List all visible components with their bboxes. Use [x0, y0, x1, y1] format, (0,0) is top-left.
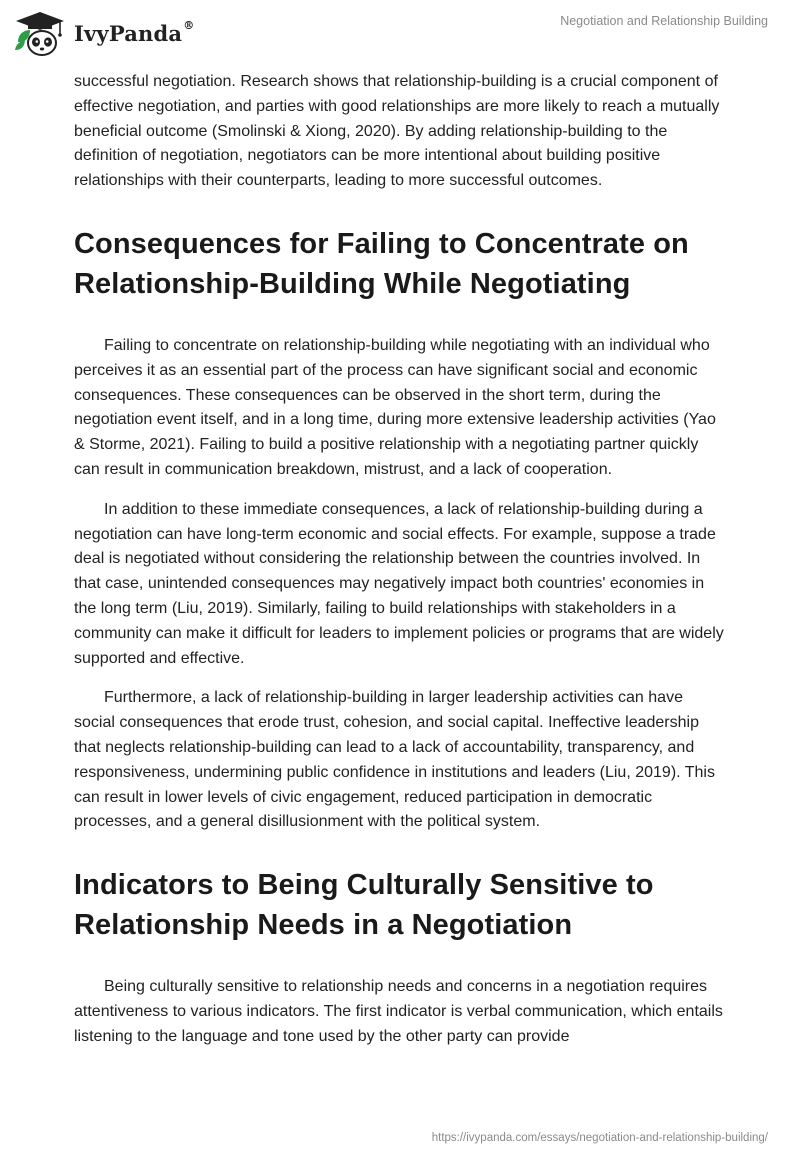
page-url[interactable]: https://ivypanda.com/essays/negotiation-and-relationship-building/ [431, 1132, 768, 1144]
paragraph: In addition to these immediate consequences, a lack of relationship-building during a negotiation can have long-term economic and social effects. For example, suppose a trade deal is negotiated without considering the relationship between the countries involved. In that case, unintended consequences may negatively impact both countries' economies in the long term (Liu, 2019). Similarly, failing to build relationships with stakeholders in a community can make it difficult for leaders to implement policies or programs that are widely supported and effective. [74, 500, 724, 667]
paragraph: Failing to concentrate on relationship-building while negotiating with an individual who perceives it as an essential part of the process can have significant social and economic consequences. These consequences can be observed in the short term, during the negotiation event itself, and in a long time, during more extensive leadership activities (Yao & Storme, 2021). Failing to build a positive relationship with a negotiating partner quickly can result in communication breakdown, mistrust, and a lack of cooperation. [74, 336, 716, 478]
section-heading-consequences: Consequences for Failing to Concentrate on Relationship-Building While Negotiating [74, 227, 689, 300]
panda-graduation-cap-icon [12, 8, 68, 58]
page-header [0, 0, 800, 70]
paragraph-intro: successful negotiation. Research shows that relationship-building is a crucial component of effective negotiation, and parties with good relationships are more likely to reach a mutually beneficial outcome (Smolinski & Xiong, 2020). By adding relationship-building to the definition of negotiation, negotiators can be more intentional about building positive relationships with their counterparts, leading to more successful outcomes. [74, 73, 720, 190]
paragraph: Furthermore, a lack of relationship-building in larger leadership activities can have social consequences that erode trust, cohesion, and social capital. Ineffective leadership that neglects relationship-building can lead to a lack of accountability, transparency, and responsiveness, undermining public confidence in institutions and leaders (Liu, 2019). This can result in lower levels of civic engagement, reduced participation in democratic processes, and a general disillusionment with the political system. [74, 689, 715, 831]
paragraph: Being culturally sensitive to relationship needs and concerns in a negotiation requires attentiveness to various indicators. The first indicator is verbal communication, which entails listening to the language and tone used by the other party can provide [74, 978, 723, 1045]
essay-content [74, 70, 726, 1065]
logo-text: IvyPanda® [74, 18, 195, 46]
document-title: Negotiation and Relationship Building [560, 14, 768, 28]
section-heading-indicators: Indicators to Being Culturally Sensitive to Relationship Needs in a Negotiation [74, 869, 654, 942]
logo[interactable] [12, 8, 194, 58]
